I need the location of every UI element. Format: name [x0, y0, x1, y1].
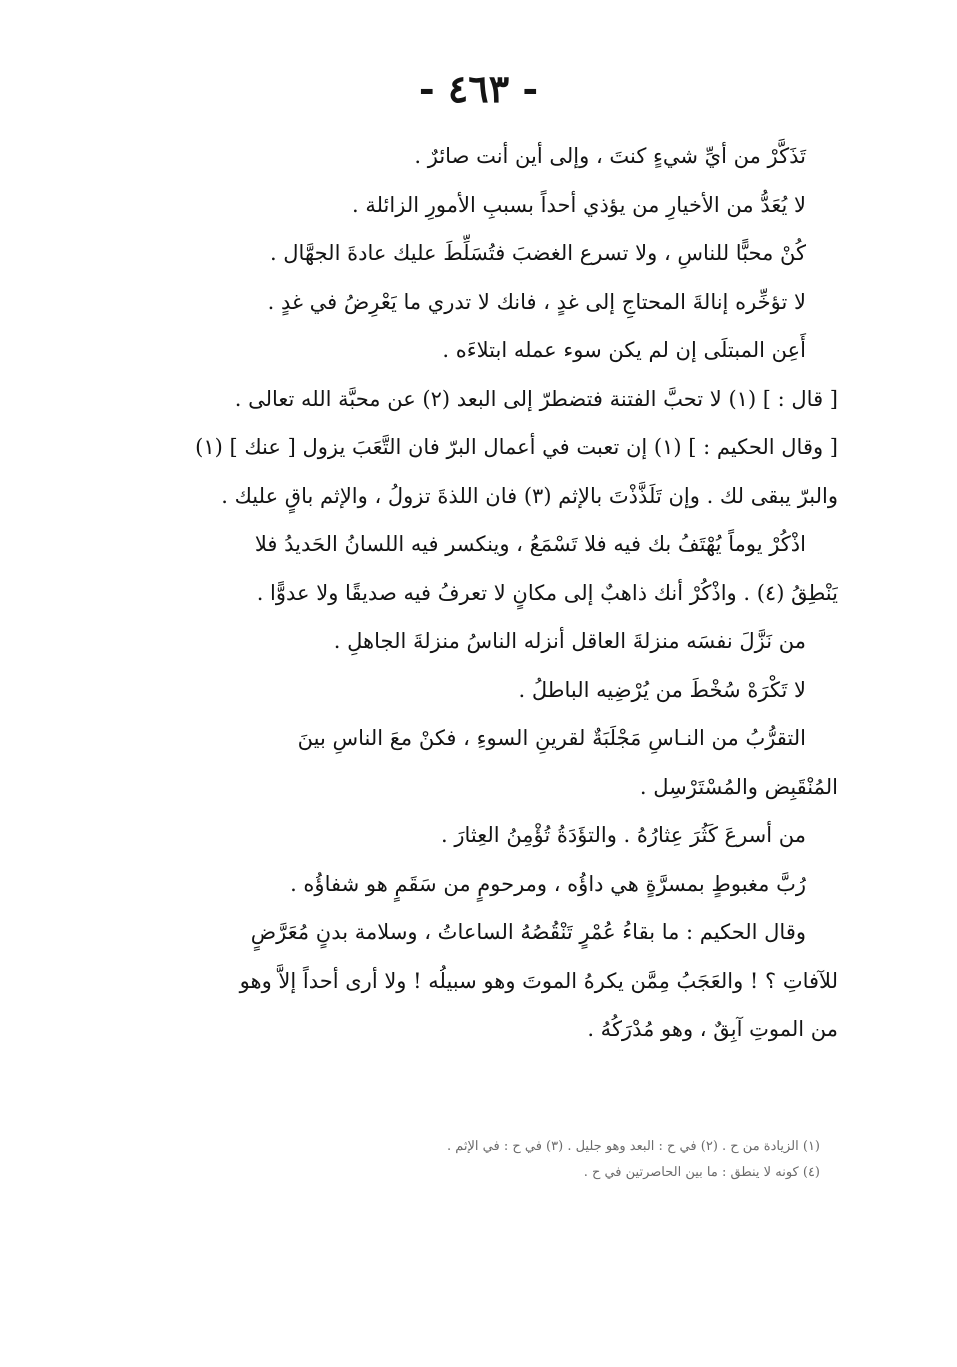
- text-line: [ وقال الحكيم : ] (١) إن تعبت في أعمال البرّ فان التَّعَبَ يزول [ عنك ] (١): [195, 435, 838, 459]
- text-line: المُنْقَبِض والمُسْتَرْسِل .: [639, 774, 838, 799]
- text-line: لا تؤخِّره إنالةَ المحتاجِ إلى غدٍ ، فانك لا تدري ما يَعْرِضُ في غدٍ .: [267, 289, 806, 314]
- main-text: [118, 132, 838, 1054]
- text-line: تَذَكَّرْ من أيِّ شيءٍ كنتَ ، وإلى أين أنت صائرٌ .: [414, 144, 806, 168]
- text-line: رُبَّ مغبوطٍ بمسرَّةٍ هي داؤُه ، ومرحومٍ من سَقَمٍ هو شفاؤُه .: [290, 871, 806, 896]
- page-number: - ٤٦٣ -: [418, 66, 539, 111]
- text-line: كُنْ محبًّا للناسِ ، ولا تسرع الغضبَ فتُسَلِّطَ عليك عادةَ الجهَّال .: [269, 241, 806, 265]
- text-line: أَعِن المبتلَى إن لم يكن سوء عمله ابتلاءَه .: [442, 338, 806, 362]
- text-line: من أسرعَ كَثُرَ عِثارُهُ . والتؤَدَةُ تُؤْمِنُ العِثارَ .: [441, 823, 806, 847]
- footnote-line: (١) الزيادة من ح . (٢) في ح : البعد وهو جليل . (٣) في ح : في الإثم .: [446, 1139, 820, 1154]
- text-line: وقال الحكيم : ما بقاءُ عُمْرٍ تَنْقُصُهُ الساعاتُ ، وسلامة بدنٍ مُعَرَّضٍ: [250, 920, 806, 944]
- footnotes: [160, 1134, 820, 1186]
- text-line: والبرّ يبقى لك . وإن تَلَذَّذْتَ بالإثم (٣) فان اللذةَ تزولُ ، والإثم باقٍ عليك .: [221, 483, 838, 508]
- text-line: لا تَكْرَهْ سُخْطَ من يُرْضِيه الباطلُ .: [518, 677, 806, 702]
- text-line: لا يُعَدُّ من الأخيارِ من يؤذي أحداً بسببِ الأمورِ الزائلة .: [352, 192, 806, 217]
- text-line: للآفاتِ ؟ ! والعَجَبُ مِمَّن يكرهُ الموتَ وهو سبيلُه ! ولا أرى أحداً إلاَّ وهو: [239, 968, 838, 993]
- text-line: من الموتِ آبِقٌ ، وهو مُدْرَكُهُ .: [587, 1017, 838, 1041]
- text-line: [ قال : ] (١) لا تحبَّ الفتنة فتضطرّ إلى البعد (٢) عن محبَّة الله تعالى .: [234, 386, 838, 411]
- text-line: التقرُّبُ من النـاسِ مَجْلَبَةٌ لقرينِ السوءِ ، فكنْ معَ الناسِ بينَ: [297, 726, 806, 750]
- footnote-line: (٤) كونه لا ينطق : ما بين الحاصرتين في ح .: [583, 1165, 820, 1180]
- text-line: من نَزَّلَ نفسَه منزلةَ العاقل أنزله الناسُ منزلةَ الجاهلِ .: [333, 629, 806, 653]
- text-line: اذْكُرْ يوماً يُهْتَفُ بك فيه فلا تَسْمَعُ ، وينكسر فيه اللسانُ الحَديدُ فلا: [254, 532, 806, 556]
- text-line: يَنْطِقُ (٤) . واذْكُرْ أنك ذاهبٌ إلى مكانٍ لا تعرفُ فيه صديقًا ولا عدوًّا .: [256, 580, 838, 605]
